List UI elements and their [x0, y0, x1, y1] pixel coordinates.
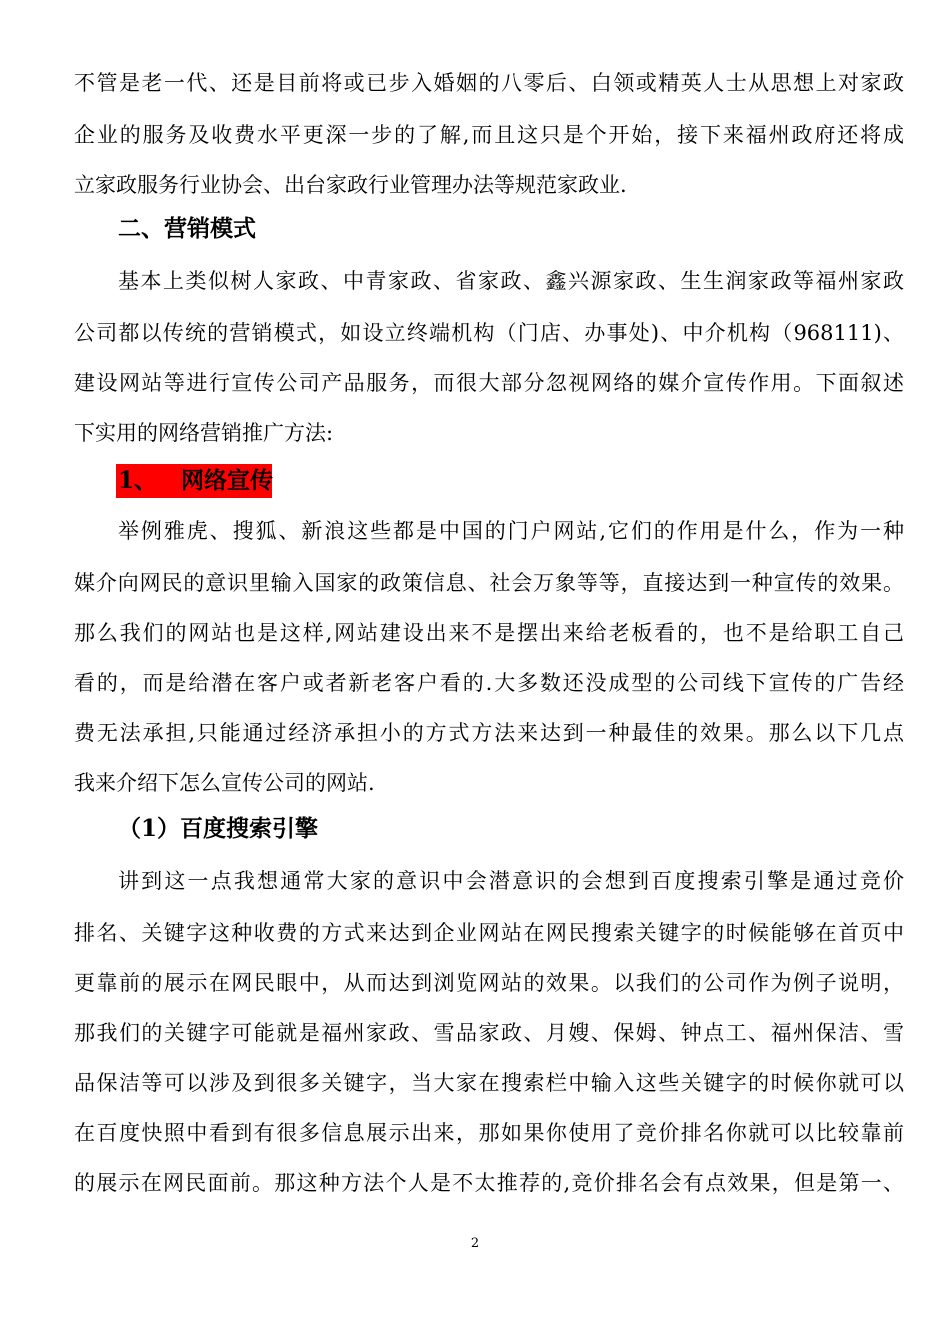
paragraph-3-line-6: 我来介绍下怎么宣传公司的网站.: [74, 771, 375, 795]
page-number: 2: [470, 1236, 480, 1251]
paragraph-4-line-2: 排名、关键字这种收费的方式来达到企业网站在网民搜索关键字的时候能够在首页中: [74, 921, 904, 945]
paragraph-4-line-6: 在百度快照中看到有很多信息展示出来，那如果你使用了竞价排名你就可以比较靠前: [74, 1121, 904, 1145]
paragraph-4-line-1: 讲到这一点我想通常大家的意识中会潜意识的会想到百度搜索引擎是通过竞价: [118, 869, 904, 893]
subsection-heading-baidu-search: （1）百度搜索引擎: [118, 815, 319, 842]
paragraph-4-line-3: 更靠前的展示在网民眼中，从而达到浏览网站的效果。以我们的公司作为例子说明，: [74, 971, 904, 995]
paragraph-4-line-4: 那我们的关键字可能就是福州家政、雪品家政、月嫂、保姆、钟点工、福州保洁、雪: [74, 1021, 904, 1045]
paragraph-4-line-7: 的展示在网民面前。那这种方法个人是不太推荐的,竞价排名会有点效果，但是第一、: [74, 1171, 904, 1195]
paragraph-3-line-4: 看的，而是给潜在客户或者新老客户看的.大多数还没成型的公司线下宣传的广告经: [74, 671, 904, 695]
paragraph-1-line-3: 立家政服务行业协会、出台家政行业管理办法等规范家政业.: [74, 173, 627, 197]
paragraph-4-line-5: 品保洁等可以涉及到很多关键字，当大家在搜索栏中输入这些关键字的时候你就可以: [74, 1071, 904, 1095]
paragraph-1-line-1: 不管是老一代、还是目前将或已步入婚姻的八零后、白领或精英人士从思想上对家政: [74, 71, 904, 95]
paragraph-2-line-3: 建设网站等进行宣传公司产品服务，而很大部分忽视网络的媒介宣传作用。下面叙述: [74, 371, 904, 395]
subsection-heading-network-promotion: 1、 网络宣传: [118, 467, 274, 494]
paragraph-3-line-5: 费无法承担,只能通过经济承担小的方式方法来达到一种最佳的效果。那么以下几点: [74, 721, 904, 745]
paragraph-2-line-1: 基本上类似树人家政、中青家政、省家政、鑫兴源家政、生生润家政等福州家政: [118, 269, 904, 293]
section-heading-marketing-mode: 二、营销模式: [118, 215, 256, 242]
paragraph-3-line-2: 媒介向网民的意识里输入国家的政策信息、社会万象等等，直接达到一种宣传的效果。: [74, 571, 904, 595]
paragraph-3-line-3: 那么我们的网站也是这样,网站建设出来不是摆出来给老板看的，也不是给职工自己: [74, 621, 904, 645]
paragraph-2-line-2: 公司都以传统的营销模式，如设立终端机构（门店、办事处)、中介机构（968111)、: [74, 321, 904, 345]
paragraph-3-line-1: 举例雅虎、搜狐、新浪这些都是中国的门户网站,它们的作用是什么，作为一种: [118, 519, 904, 543]
paragraph-2-line-4: 下实用的网络营销推广方法:: [74, 421, 334, 445]
paragraph-1-line-2: 企业的服务及收费水平更深一步的了解,而且这只是个开始，接下来福州政府还将成: [74, 123, 904, 147]
